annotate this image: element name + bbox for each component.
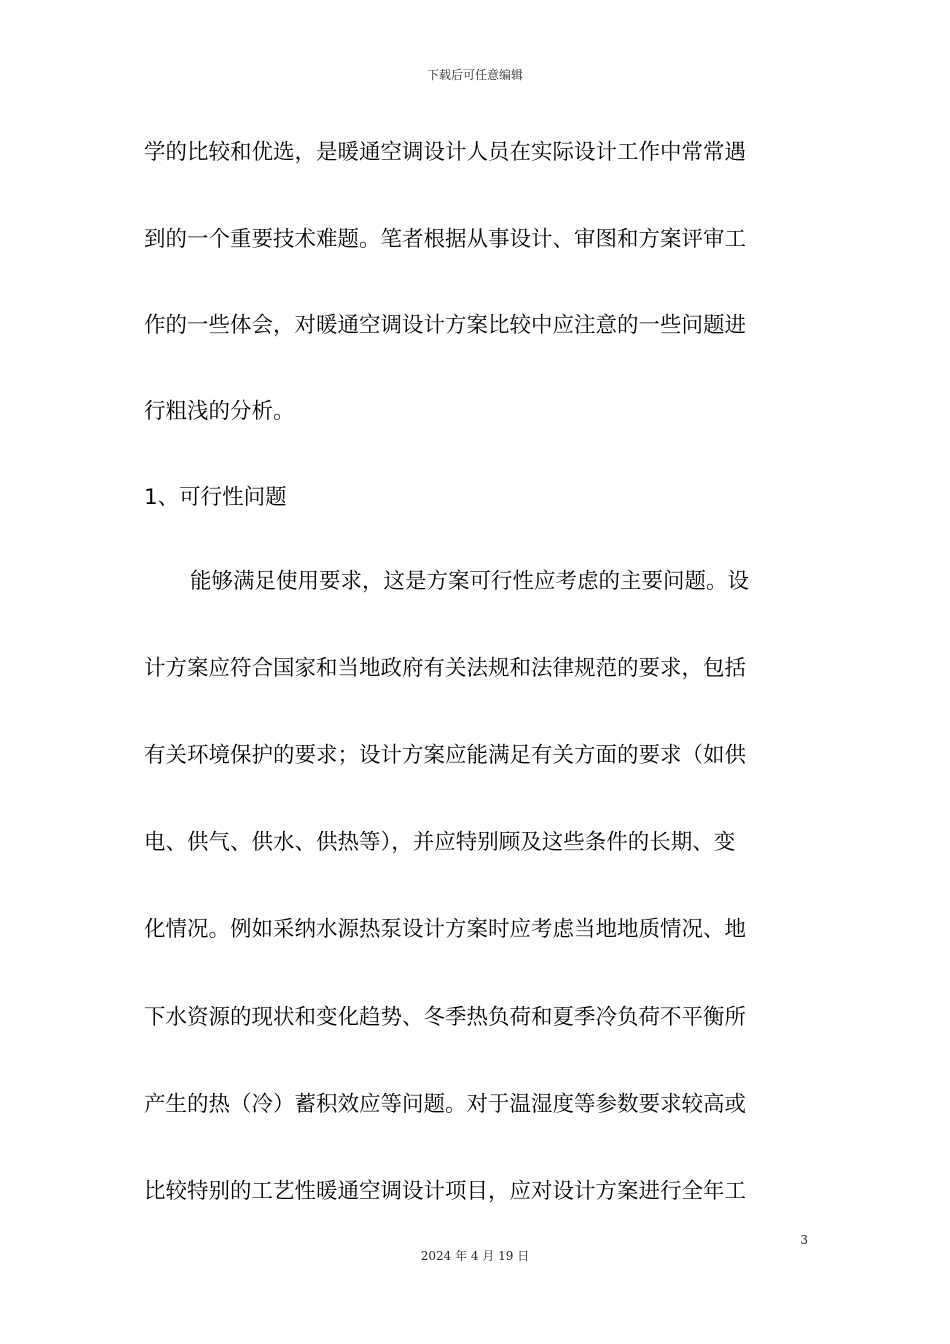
section-line-5: 化情况。例如采纳水源热泵设计方案时应考虑当地地质情况、地: [144, 917, 747, 942]
footer-date: 2024 年 4 月 19 日: [420, 1249, 530, 1263]
section-line-3: 有关环境保护的要求；设计方案应能满足有关方面的要求（如供: [144, 743, 747, 768]
section-line-2: 计方案应符合国家和当地政府有关法规和法律规范的要求，包括: [144, 656, 747, 681]
page-header: 下载后可任意编辑: [426, 68, 523, 82]
section-heading: 1、可行性问题: [144, 485, 287, 510]
section-line-7: 产生的热（冷）蓄积效应等问题。对于温湿度等参数要求较高或: [144, 1092, 747, 1117]
section-line-1: 能够满足使用要求，这是方案可行性应考虑的主要问题。设: [190, 569, 750, 594]
body-line-3: 作的一些体会，对暖通空调设计方案比较中应注意的一些问题进: [144, 313, 747, 338]
section-line-8: 比较特别的工艺性暖通空调设计项目，应对设计方案进行全年工: [144, 1179, 747, 1204]
section-line-6: 下水资源的现状和变化趋势、冬季热负荷和夏季冷负荷不平衡所: [144, 1005, 747, 1030]
body-line-1: 学的比较和优选，是暖通空调设计人员在实际设计工作中常常遇: [144, 140, 747, 165]
page-number: 3: [800, 1233, 808, 1247]
body-line-2: 到的一个重要技术难题。笔者根据从事设计、审图和方案评审工: [144, 227, 747, 252]
section-line-4: 电、供气、供水、供热等），并应特别顾及这些条件的长期、变: [144, 830, 736, 855]
body-line-4: 行粗浅的分析。: [144, 399, 295, 424]
